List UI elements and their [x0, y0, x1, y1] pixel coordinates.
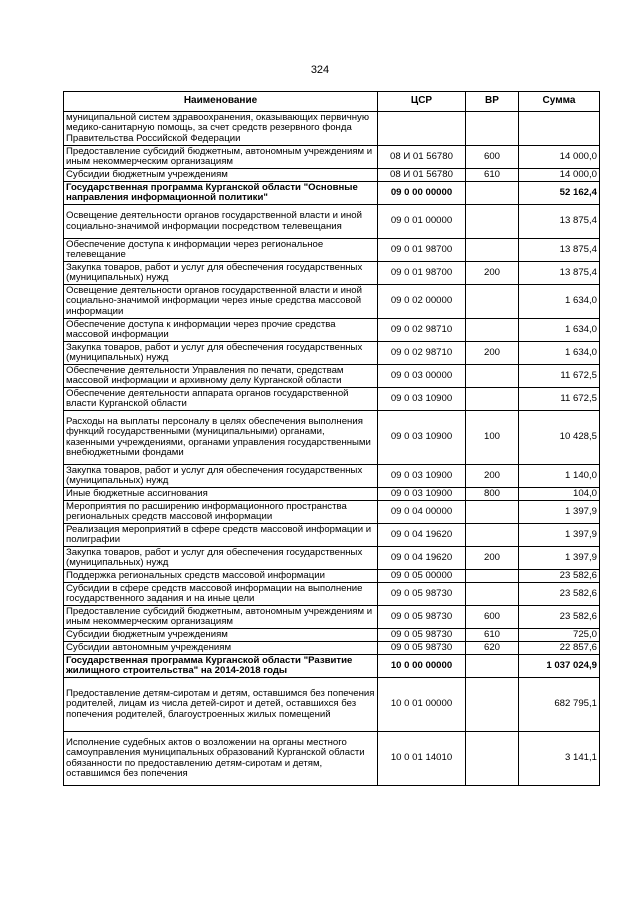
cell-csr: 09 0 05 98730	[378, 606, 466, 629]
table-row	[64, 285, 600, 319]
cell-vr: 600	[466, 146, 519, 169]
cell-csr: 09 0 01 00000	[378, 205, 466, 239]
cell-csr: 09 0 01 98700	[378, 262, 466, 285]
cell-vr: 100	[466, 411, 519, 465]
table-row	[64, 205, 600, 239]
table-row	[64, 365, 600, 388]
cell-sum: 23 582,6	[519, 583, 600, 606]
cell-sum: 104,0	[519, 488, 600, 501]
table-row	[64, 112, 600, 146]
table-row	[64, 655, 600, 678]
table-body	[64, 112, 600, 786]
table-row	[64, 262, 600, 285]
cell-name: Освещение деятельности органов государственной власти и иной социально-значимой информации через иные средства массовой информации	[64, 285, 378, 319]
table-row	[64, 239, 600, 262]
cell-vr	[466, 388, 519, 411]
cell-name: Государственная программа Курганской области "Развитие жилищного строительства" на 2014-2018 годы	[64, 655, 378, 678]
cell-name: Реализация мероприятий в сфере средств массовой информации и полиграфии	[64, 524, 378, 547]
table-row	[64, 547, 600, 570]
cell-vr	[466, 285, 519, 319]
cell-name: Субсидии бюджетным учреждениям	[64, 629, 378, 642]
table-row	[64, 465, 600, 488]
cell-vr	[466, 205, 519, 239]
cell-vr	[466, 570, 519, 583]
page-number: 324	[310, 64, 330, 76]
cell-sum: 682 795,1	[519, 678, 600, 732]
cell-name: Освещение деятельности органов государственной власти и иной социально-значимой информации посредством телевещания	[64, 205, 378, 239]
cell-sum: 1 634,0	[519, 319, 600, 342]
cell-csr: 09 0 01 98700	[378, 239, 466, 262]
cell-name: Закупка товаров, работ и услуг для обеспечения государственных (муниципальных) нужд	[64, 465, 378, 488]
cell-csr: 09 0 03 10900	[378, 488, 466, 501]
cell-vr: 200	[466, 547, 519, 570]
cell-csr: 10 0 01 00000	[378, 678, 466, 732]
cell-csr: 08 И 01 56780	[378, 146, 466, 169]
cell-name: Субсидии автономным учреждениям	[64, 642, 378, 655]
cell-vr	[466, 501, 519, 524]
cell-csr: 09 0 03 10900	[378, 388, 466, 411]
cell-name: Закупка товаров, работ и услуг для обеспечения государственных (муниципальных) нужд	[64, 547, 378, 570]
cell-name: Обеспечение деятельности Управления по печати, средствам массовой информации и архивному делу Курганской области	[64, 365, 378, 388]
cell-vr	[466, 182, 519, 205]
cell-vr	[466, 319, 519, 342]
cell-sum: 52 162,4	[519, 182, 600, 205]
table-row	[64, 524, 600, 547]
cell-csr: 10 0 00 00000	[378, 655, 466, 678]
table-row	[64, 411, 600, 465]
cell-sum: 22 857,6	[519, 642, 600, 655]
cell-vr: 600	[466, 606, 519, 629]
cell-vr: 610	[466, 169, 519, 182]
cell-csr: 09 0 04 00000	[378, 501, 466, 524]
cell-sum: 3 141,1	[519, 732, 600, 786]
cell-name: муниципальной систем здравоохранения, оказывающих первичную медико-санитарную помощь, за счет средств резервного фонда Правительства Российской Федерации	[64, 112, 378, 146]
cell-csr: 09 0 02 98710	[378, 319, 466, 342]
cell-vr: 620	[466, 642, 519, 655]
cell-csr: 09 0 05 98730	[378, 642, 466, 655]
cell-name: Мероприятия по расширению информационного пространства региональных средств массовой информации	[64, 501, 378, 524]
cell-sum: 14 000,0	[519, 146, 600, 169]
cell-name: Закупка товаров, работ и услуг для обеспечения государственных (муниципальных) нужд	[64, 262, 378, 285]
cell-sum: 23 582,6	[519, 570, 600, 583]
cell-sum: 11 672,5	[519, 388, 600, 411]
table-row	[64, 642, 600, 655]
cell-vr: 200	[466, 465, 519, 488]
cell-sum: 13 875,4	[519, 239, 600, 262]
cell-name: Государственная программа Курганской области "Основные направления информационной политики"	[64, 182, 378, 205]
table-row	[64, 319, 600, 342]
cell-vr	[466, 239, 519, 262]
cell-vr	[466, 678, 519, 732]
cell-vr: 200	[466, 262, 519, 285]
cell-name: Субсидии бюджетным учреждениям	[64, 169, 378, 182]
cell-vr	[466, 112, 519, 146]
cell-name: Обеспечение доступа к информации через региональное телевещание	[64, 239, 378, 262]
header-sum: Сумма	[519, 92, 600, 112]
cell-sum: 1 037 024,9	[519, 655, 600, 678]
cell-sum: 11 672,5	[519, 365, 600, 388]
cell-name: Субсидии в сфере средств массовой информации на выполнение государственного задания и на иные цели	[64, 583, 378, 606]
cell-csr: 09 0 05 00000	[378, 570, 466, 583]
cell-csr: 09 0 03 10900	[378, 411, 466, 465]
budget-table	[63, 91, 600, 786]
cell-csr: 09 0 00 00000	[378, 182, 466, 205]
table-row	[64, 169, 600, 182]
cell-vr: 200	[466, 342, 519, 365]
cell-csr: 08 И 01 56780	[378, 169, 466, 182]
table-header-row	[64, 92, 600, 112]
cell-vr	[466, 524, 519, 547]
table-row	[64, 501, 600, 524]
table-row	[64, 342, 600, 365]
cell-sum: 725,0	[519, 629, 600, 642]
cell-sum: 1 634,0	[519, 285, 600, 319]
cell-vr	[466, 583, 519, 606]
table-row	[64, 570, 600, 583]
cell-csr: 09 0 03 00000	[378, 365, 466, 388]
cell-sum: 13 875,4	[519, 262, 600, 285]
table-row	[64, 606, 600, 629]
cell-csr: 09 0 04 19620	[378, 524, 466, 547]
table-row	[64, 388, 600, 411]
cell-name: Расходы на выплаты персоналу в целях обеспечения выполнения функций государственными (муниципальными) органами, казенными учреждениями, органами управления государственными внебюджетными фондами	[64, 411, 378, 465]
table-row	[64, 629, 600, 642]
cell-csr: 09 0 02 98710	[378, 342, 466, 365]
cell-csr: 09 0 03 10900	[378, 465, 466, 488]
table-row	[64, 678, 600, 732]
table-row	[64, 182, 600, 205]
cell-name: Поддержка региональных средств массовой информации	[64, 570, 378, 583]
cell-sum: 1 397,9	[519, 501, 600, 524]
table-row	[64, 583, 600, 606]
cell-csr	[378, 112, 466, 146]
cell-vr	[466, 365, 519, 388]
cell-sum	[519, 112, 600, 146]
cell-sum: 1 140,0	[519, 465, 600, 488]
cell-sum: 13 875,4	[519, 205, 600, 239]
cell-vr	[466, 655, 519, 678]
cell-sum: 14 000,0	[519, 169, 600, 182]
cell-sum: 1 397,9	[519, 547, 600, 570]
cell-csr: 09 0 02 00000	[378, 285, 466, 319]
cell-sum: 1 634,0	[519, 342, 600, 365]
cell-sum: 10 428,5	[519, 411, 600, 465]
cell-name: Предоставление субсидий бюджетным, автономным учреждениям и иным некоммерческим организациям	[64, 146, 378, 169]
cell-name: Предоставление детям-сиротам и детям, оставшимся без попечения родителей, лицам из числа детей-сирот и детей, оставшихся без попечения родителей, благоустроенных жилых помещений	[64, 678, 378, 732]
cell-name: Предоставление субсидий бюджетным, автономным учреждениям и иным некоммерческим организациям	[64, 606, 378, 629]
table-row	[64, 732, 600, 786]
table-row	[64, 488, 600, 501]
cell-vr: 800	[466, 488, 519, 501]
cell-sum: 1 397,9	[519, 524, 600, 547]
cell-vr: 610	[466, 629, 519, 642]
cell-csr: 09 0 05 98730	[378, 583, 466, 606]
header-vr: ВР	[466, 92, 519, 112]
cell-csr: 10 0 01 14010	[378, 732, 466, 786]
cell-name: Обеспечение деятельности аппарата органов государственной власти Курганской области	[64, 388, 378, 411]
cell-name: Закупка товаров, работ и услуг для обеспечения государственных (муниципальных) нужд	[64, 342, 378, 365]
cell-name: Иные бюджетные ассигнования	[64, 488, 378, 501]
cell-sum: 23 582,6	[519, 606, 600, 629]
cell-vr	[466, 732, 519, 786]
cell-name: Исполнение судебных актов о возложении на органы местного самоуправления муниципальных образований Курганской области обязанности по предоставлению детям-сиротам и детям, оставшимся без попечения	[64, 732, 378, 786]
header-name: Наименование	[64, 92, 378, 112]
cell-name: Обеспечение доступа к информации через прочие средства массовой информации	[64, 319, 378, 342]
cell-csr: 09 0 04 19620	[378, 547, 466, 570]
cell-csr: 09 0 05 98730	[378, 629, 466, 642]
header-csr: ЦСР	[378, 92, 466, 112]
table-row	[64, 146, 600, 169]
